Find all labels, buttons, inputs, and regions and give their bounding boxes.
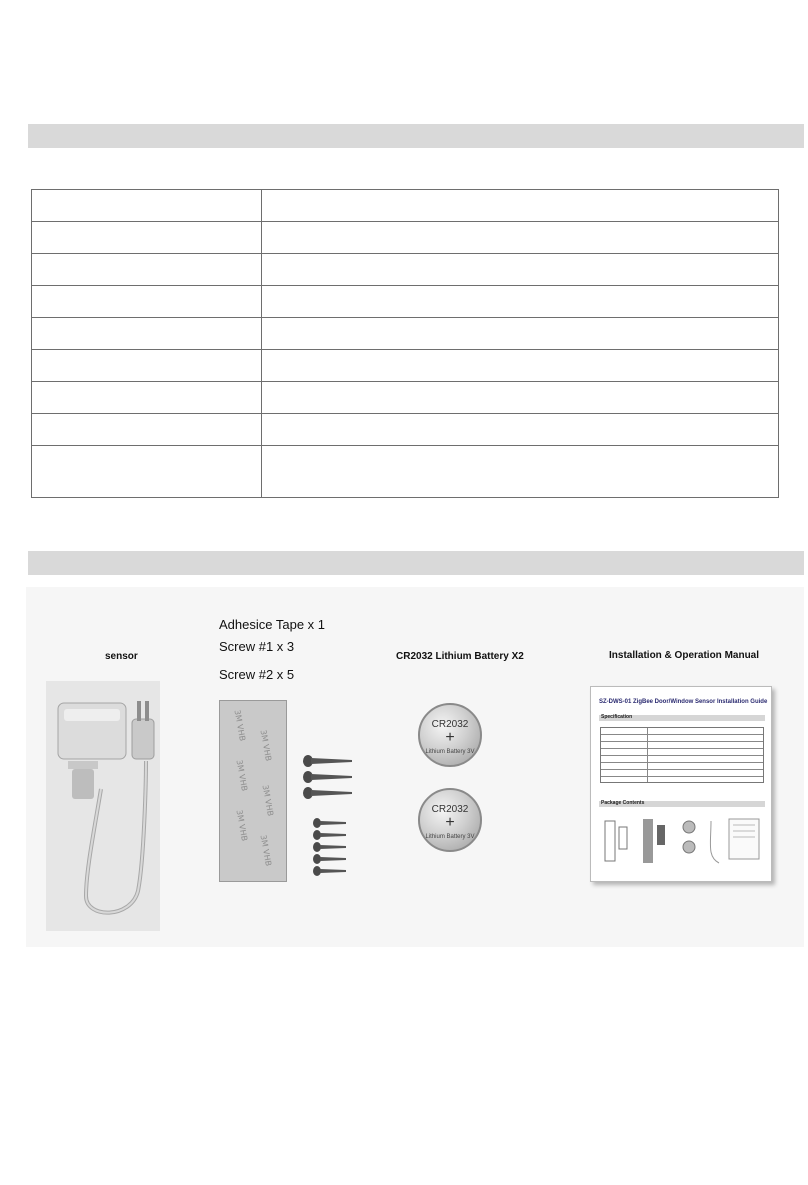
package-section-bar: [28, 551, 804, 575]
spec-value-cell: [262, 382, 779, 414]
manual-pkg-bar: [599, 801, 765, 807]
tape-print-text: 3M VHB: [234, 809, 249, 842]
spec-value-cell: [262, 414, 779, 446]
table-row: [32, 222, 779, 254]
manual-spec-heading: Specification: [601, 714, 633, 720]
battery-sub-text: Lithium Battery 3V: [425, 749, 475, 755]
spec-key-cell: [32, 254, 262, 286]
spec-key-cell: [32, 222, 262, 254]
spec-key-cell: [32, 414, 262, 446]
battery-model-text: CR2032: [431, 804, 469, 815]
screw-large-icon: [303, 755, 352, 767]
manual-label: Installation & Operation Manual: [609, 650, 760, 661]
spec-value-cell: [262, 286, 779, 318]
tape-print-text: 3M VHB: [258, 834, 273, 867]
spec-value-cell: [262, 190, 779, 222]
manual-spec-bar: [599, 715, 765, 721]
manual-title: SZ-DWS-01 ZigBee Door/Window Sensor Installation Guide: [599, 699, 768, 705]
sensor-device-icon: [46, 681, 160, 931]
screw-1-label: Screw #1 x 3: [219, 639, 295, 654]
table-row: [32, 350, 779, 382]
spec-value-cell: [262, 446, 779, 498]
battery-plus-text: +: [445, 814, 455, 831]
sensor-label: sensor: [105, 651, 138, 662]
screw-small-icon: [313, 842, 346, 852]
battery-plus-text: +: [445, 729, 455, 746]
table-row: [32, 318, 779, 350]
specification-section-bar: [28, 124, 804, 148]
screw-small-icon: [313, 818, 346, 828]
manual-thumbnail: [590, 686, 772, 882]
coin-battery-image: [418, 788, 482, 852]
table-row: [32, 382, 779, 414]
screws-image: [300, 750, 360, 885]
tape-print-text: 3M VHB: [234, 759, 249, 792]
spec-key-cell: [32, 382, 262, 414]
spec-value-cell: [262, 350, 779, 382]
specification-table: [31, 189, 779, 498]
adhesive-tape-label: Adhesice Tape x 1: [219, 617, 325, 632]
screw-small-icon: [313, 866, 346, 876]
screw-small-icon: [313, 854, 346, 864]
table-row: [32, 286, 779, 318]
screw-small-icon: [313, 830, 346, 840]
table-row: [32, 254, 779, 286]
battery-sub-text: Lithium Battery 3V: [425, 834, 475, 840]
sensor-image: [46, 681, 160, 931]
tape-print-text: 3M VHB: [260, 784, 275, 817]
tape-print-text: 3M VHB: [258, 729, 273, 762]
table-row: [32, 414, 779, 446]
spec-value-cell: [262, 254, 779, 286]
tape-print-text: 3M VHB: [232, 709, 247, 742]
manual-contents-figure: [599, 813, 765, 875]
spec-key-cell: [32, 318, 262, 350]
screw-large-icon: [303, 771, 352, 783]
spec-value-cell: [262, 222, 779, 254]
adhesive-tape-image: [219, 700, 287, 882]
spec-value-cell: [262, 318, 779, 350]
spec-key-cell: [32, 190, 262, 222]
table-row: [32, 190, 779, 222]
coin-battery-image: [418, 703, 482, 767]
manual-pkg-heading: Package Contents: [601, 800, 645, 806]
spec-key-cell: [32, 350, 262, 382]
battery-label: CR2032 Lithium Battery X2: [396, 651, 524, 662]
spec-key-cell: [32, 286, 262, 318]
screw-2-label: Screw #2 x 5: [219, 667, 295, 682]
screw-large-icon: [303, 787, 352, 799]
manual-spec-table: [600, 727, 764, 783]
battery-model-text: CR2032: [431, 719, 469, 730]
table-row: [32, 446, 779, 498]
spec-key-cell: [32, 446, 262, 498]
